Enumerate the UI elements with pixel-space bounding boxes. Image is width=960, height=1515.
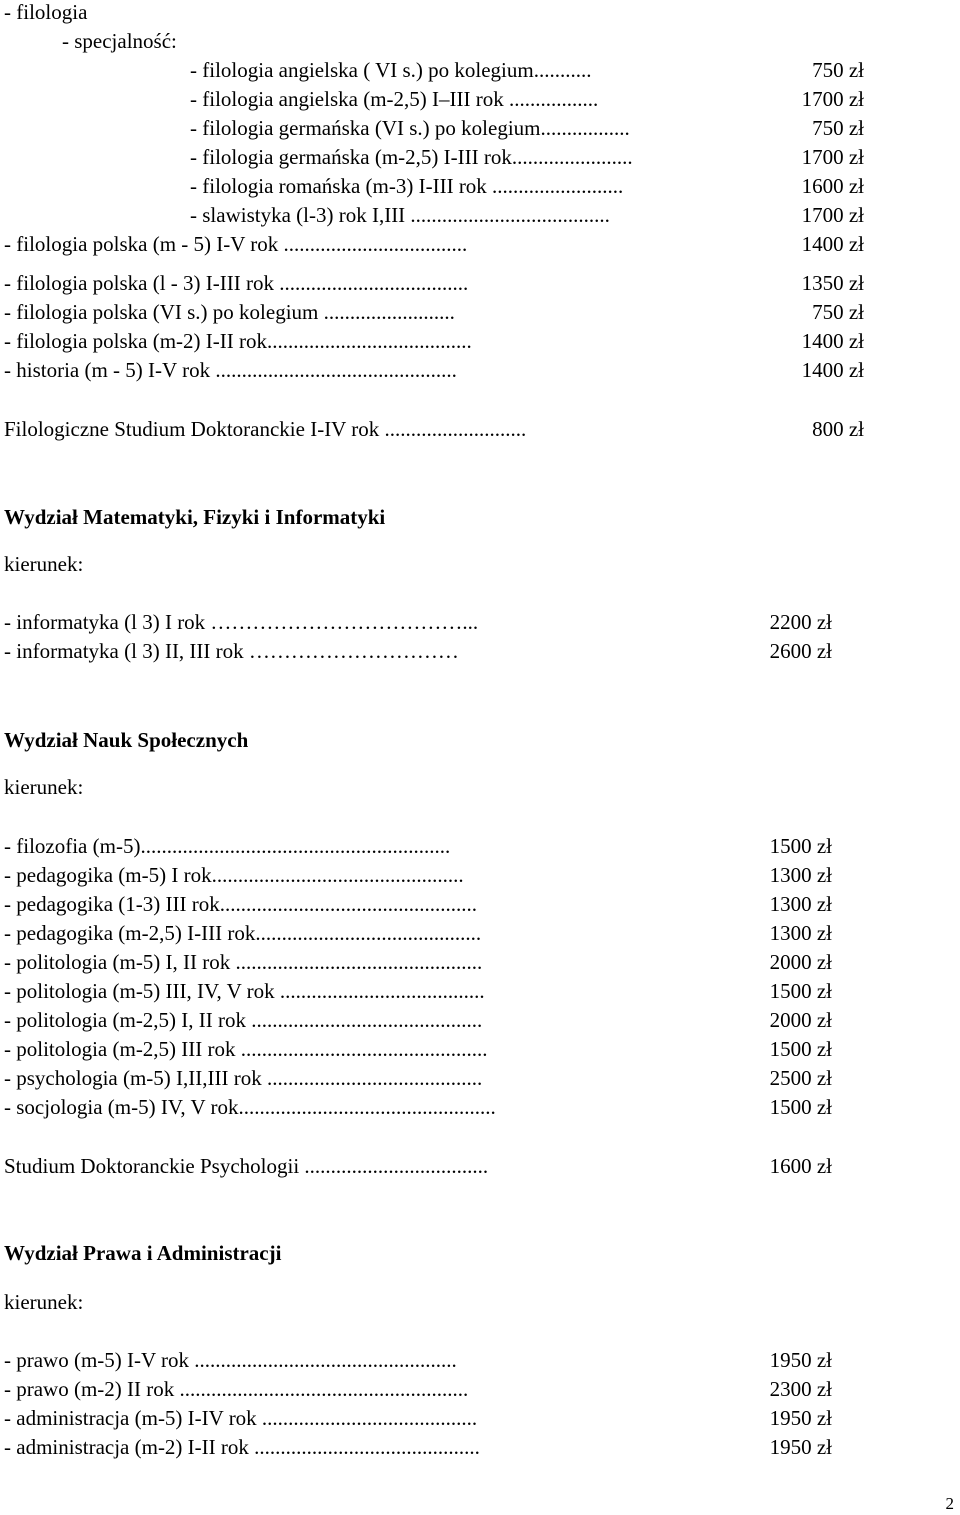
course-price: 2500 zł: [769, 1066, 832, 1090]
course-label: - filologia angielska (m-2,5) I–III rok .................: [190, 87, 599, 111]
doctoral-study-price: 1600 zł: [769, 1154, 832, 1178]
kierunek-label: kierunek:: [4, 552, 84, 576]
course-price: 1950 zł: [769, 1348, 832, 1372]
course-price: 1700 zł: [801, 203, 864, 227]
doctoral-study-label: Filologiczne Studium Doktoranckie I-IV rok ...........................: [4, 417, 527, 441]
course-label: - socjologia (m-5) IV, V rok.................................................: [4, 1095, 496, 1119]
course-label: - filologia polska (VI s.) po kolegium .........................: [4, 300, 455, 324]
filologia-heading: - filologia: [4, 0, 88, 24]
course-price: 1950 zł: [769, 1406, 832, 1430]
course-label: - politologia (m-2,5) III rok ...............................................: [4, 1037, 488, 1061]
course-label: - filologia germańska (m-2,5) I-III rok.......................: [190, 145, 633, 169]
specjalnosc-label: - specjalność:: [62, 29, 177, 53]
course-label: - administracja (m-2) I-II rok ...........................................: [4, 1435, 480, 1459]
course-price: 1950 zł: [769, 1435, 832, 1459]
course-price: 750 zł: [812, 116, 864, 140]
course-price: 2300 zł: [769, 1377, 832, 1401]
course-price: 2000 zł: [769, 1008, 832, 1032]
course-price: 1500 zł: [769, 1037, 832, 1061]
course-price: 1400 zł: [801, 232, 864, 256]
course-label: - administracja (m-5) I-IV rok .........................................: [4, 1406, 478, 1430]
course-price: 1400 zł: [801, 329, 864, 353]
course-label: - filozofia (m-5)...........................................................: [4, 834, 451, 858]
course-price: 2000 zł: [769, 950, 832, 974]
course-price: 1700 zł: [801, 145, 864, 169]
course-price: 2200 zł: [769, 610, 832, 634]
course-label: - prawo (m-5) I-V rok ..................................................: [4, 1348, 457, 1372]
course-label: - pedagogika (m-2,5) I-III rok...........................................: [4, 921, 482, 945]
course-label: - slawistyka (l-3) rok I,III ......................................: [190, 203, 610, 227]
faculty-title-wpa: Wydział Prawa i Administracji: [4, 1241, 282, 1265]
course-label: - filologia polska (l - 3) I-III rok ....................................: [4, 271, 469, 295]
course-label: - filologia polska (m-2) I-II rok.......................................: [4, 329, 472, 353]
course-label: - filologia germańska (VI s.) po kolegium.................: [190, 116, 630, 140]
kierunek-label: kierunek:: [4, 1290, 84, 1314]
course-label: - filologia polska (m - 5) I-V rok ...................................: [4, 232, 468, 256]
course-label: - psychologia (m-5) I,II,III rok .........................................: [4, 1066, 483, 1090]
course-label: - prawo (m-2) II rok .......................................................: [4, 1377, 469, 1401]
course-label: - politologia (m-5) III, IV, V rok .......................................: [4, 979, 485, 1003]
course-label: - politologia (m-5) I, II rok ...............................................: [4, 950, 483, 974]
course-label: - filologia romańska (m-3) I-III rok .........................: [190, 174, 624, 198]
course-price: 1600 zł: [801, 174, 864, 198]
course-price: 1300 zł: [769, 921, 832, 945]
kierunek-label: kierunek:: [4, 775, 84, 799]
course-price: 1300 zł: [769, 892, 832, 916]
course-price: 1400 zł: [801, 358, 864, 382]
course-price: 1500 zł: [769, 979, 832, 1003]
page-number: 2: [945, 1494, 954, 1513]
faculty-title-wmfi: Wydział Matematyki, Fizyki i Informatyki: [4, 505, 386, 529]
faculty-title-wns: Wydział Nauk Społecznych: [4, 728, 249, 752]
course-price: 1300 zł: [769, 863, 832, 887]
course-label: - informatyka (l 3) II, III rok …………………………: [4, 639, 459, 663]
course-label: - pedagogika (1-3) III rok.................................................: [4, 892, 477, 916]
course-price: 2600 zł: [769, 639, 832, 663]
course-label: - informatyka (l 3) I rok ………………………………...: [4, 610, 479, 634]
doctoral-study-label: Studium Doktoranckie Psychologii ...................................: [4, 1154, 489, 1178]
course-price: 750 zł: [812, 300, 864, 324]
course-price: 1700 zł: [801, 87, 864, 111]
course-label: - historia (m - 5) I-V rok ..............................................: [4, 358, 457, 382]
course-label: - filologia angielska ( VI s.) po kolegium...........: [190, 58, 592, 82]
course-price: 750 zł: [812, 58, 864, 82]
course-price: 1500 zł: [769, 834, 832, 858]
doctoral-study-price: 800 zł: [812, 417, 864, 441]
course-price: 1350 zł: [801, 271, 864, 295]
course-price: 1500 zł: [769, 1095, 832, 1119]
course-label: - politologia (m-2,5) I, II rok ............................................: [4, 1008, 483, 1032]
course-label: - pedagogika (m-5) I rok................................................: [4, 863, 464, 887]
